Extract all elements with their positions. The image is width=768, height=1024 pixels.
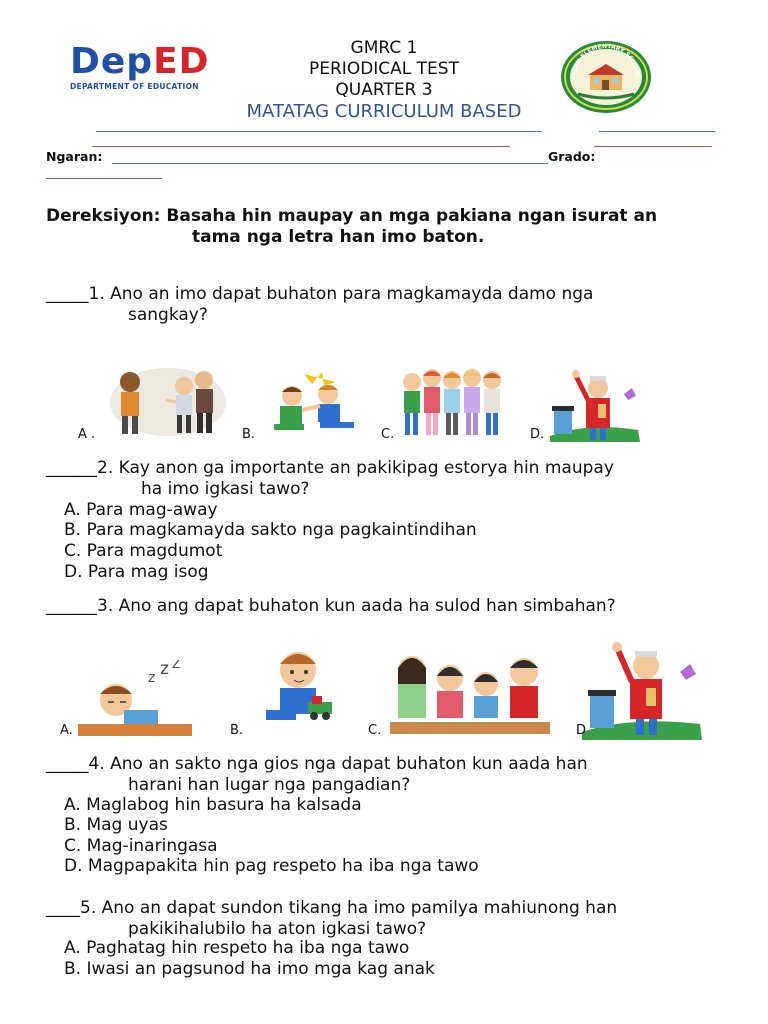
name-field[interactable]	[112, 163, 548, 164]
seal-text: TILAN ELEMENTARY SCHOOL	[570, 42, 642, 80]
q5-option-a[interactable]: A. Paghatag hin respeto ha iba nga tawo	[64, 938, 410, 958]
q3-label-b: B.	[230, 723, 244, 738]
question-2	[46, 458, 736, 500]
question-2-text: 2. Kay anon ga importante an pakikipag estorya hin maupay	[97, 458, 614, 478]
question-3	[46, 596, 736, 617]
question-1-continuation: sangkay?	[128, 305, 208, 325]
deped-logo-subtext: DEPARTMENT OF EDUCATION	[70, 82, 199, 91]
q1-label-a: A .	[78, 427, 96, 442]
header-test: PERIODICAL TEST	[309, 59, 459, 79]
svg-text:z: z	[160, 660, 169, 679]
q1-picture-d[interactable]	[548, 366, 644, 444]
question-1-text: 1. Ano an imo dapat buhaton para magkamayda damo nga	[88, 284, 594, 304]
q5-option-b[interactable]: B. Iwasi an pagsunod ha imo mga kag anak	[64, 959, 435, 979]
header-blank-line-3[interactable]	[92, 146, 510, 147]
deped-logo	[70, 41, 210, 102]
header-subject: GMRC 1	[350, 38, 418, 58]
q2-option-d[interactable]: D. Para mag isog	[64, 562, 209, 582]
q3-picture-d[interactable]	[580, 636, 704, 742]
question-5	[46, 898, 736, 940]
q1-picture-c[interactable]	[398, 366, 512, 440]
question-3-text: 3. Ano ang dapat buhaton kun aada ha sulod han simbahan?	[97, 596, 616, 616]
header-blank-line-1[interactable]	[96, 131, 542, 132]
answer-blank-2[interactable]: ______	[46, 458, 97, 478]
header-blank-line-2[interactable]	[599, 131, 715, 132]
school-seal	[560, 40, 652, 114]
q1-label-c: C.	[381, 427, 395, 442]
header-quarter: QUARTER 3	[335, 80, 433, 100]
q1-picture-a[interactable]	[106, 364, 226, 440]
name-label: Ngaran:	[46, 149, 103, 164]
q3-label-d: D	[576, 723, 587, 738]
q4-option-b[interactable]: B. Mag uyas	[64, 815, 168, 835]
answer-blank-3[interactable]: ______	[46, 596, 97, 616]
directions	[46, 206, 726, 248]
question-1	[46, 284, 736, 326]
question-4-text: 4. Ano an sakto nga gios nga dapat buhaton kun aada han	[88, 754, 588, 774]
answer-blank-4[interactable]: _____	[46, 754, 89, 774]
q3-picture-a[interactable]	[78, 660, 192, 738]
q3-label-a: A.	[60, 723, 73, 738]
directions-line-2: tama nga letra han imo baton.	[192, 227, 485, 247]
question-5-text: 5. Ano an dapat sundon tikang ha imo pamilya mahiunong han	[80, 898, 618, 918]
q2-option-a[interactable]: A. Para mag-away	[64, 500, 218, 520]
grade-label: Grado:	[548, 149, 596, 164]
deped-logo-left: Dep	[70, 41, 154, 82]
q4-option-a[interactable]: A. Maglabog hin basura ha kalsada	[64, 795, 362, 815]
question-4-continuation: harani han lugar nga pangadian?	[128, 775, 411, 795]
header-blank-line-4[interactable]	[594, 146, 712, 147]
question-2-continuation: ha imo igkasi tawo?	[141, 479, 310, 499]
q1-label-b: B.	[242, 427, 256, 442]
directions-line-1: Dereksiyon: Basaha hin maupay an mga pakiana ngan isurat an	[46, 206, 658, 226]
question-4	[46, 754, 736, 796]
document-header	[200, 38, 568, 122]
question-5-continuation: pakikihalubilo ha aton igkasi tawo?	[128, 919, 427, 939]
q2-option-b[interactable]: B. Para magkamayda sakto nga pagkaintindihan	[64, 520, 477, 540]
q1-label-d: D.	[530, 427, 545, 442]
q3-picture-b[interactable]	[254, 640, 354, 728]
q3-label-c: C.	[368, 723, 382, 738]
svg-text:z: z	[148, 670, 156, 686]
q4-option-c[interactable]: C. Mag-inaringasa	[64, 836, 218, 856]
q3-picture-c[interactable]	[390, 646, 550, 736]
header-curriculum: MATATAG CURRICULUM BASED	[246, 101, 522, 122]
q1-picture-b[interactable]	[264, 368, 364, 440]
answer-blank-1[interactable]: _____	[46, 284, 89, 304]
svg-text:Z: Z	[172, 660, 181, 671]
answer-blank-5[interactable]: ____	[46, 898, 80, 918]
q2-option-c[interactable]: C. Para magdumot	[64, 541, 223, 561]
q4-option-d[interactable]: D. Magpapakita hin pag respeto ha iba nga tawo	[64, 856, 479, 876]
deped-logo-right: ED	[153, 41, 210, 82]
grade-field[interactable]	[46, 178, 162, 179]
